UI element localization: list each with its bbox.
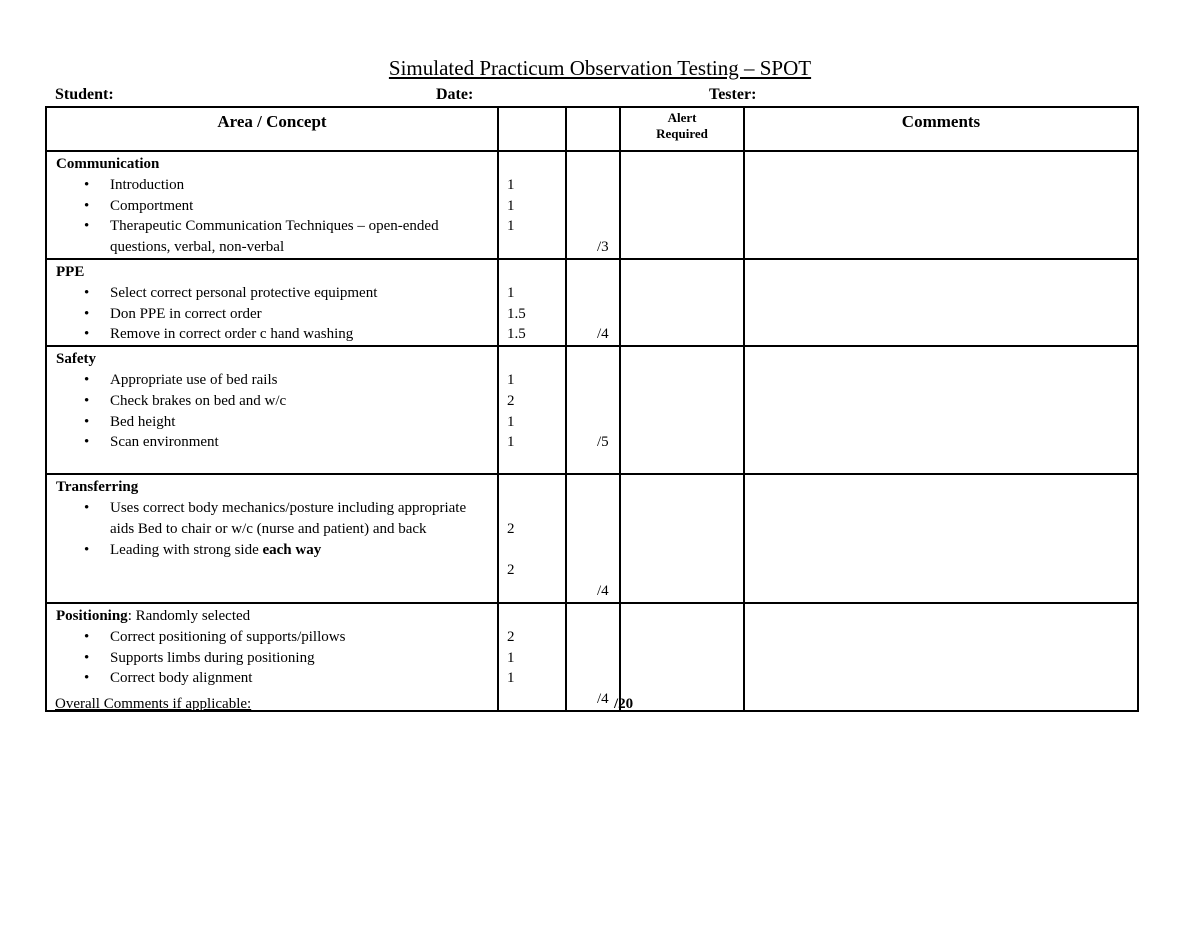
document-title: Simulated Practicum Observation Testing – SPOT (388, 56, 812, 80)
concept-cell (46, 603, 498, 711)
criterion-item: • Select correct personal protective equipment (56, 283, 491, 304)
section-total: /5 (597, 434, 609, 451)
spot-rubric-table (45, 106, 1139, 712)
total-cell (566, 151, 620, 259)
area-concept-header: Area / Concept (46, 107, 498, 151)
section-title: Transferring (56, 479, 139, 496)
criterion-item: • Correct positioning of supports/pillows (56, 627, 491, 648)
tester-label: Tester: (709, 86, 757, 103)
concept-cell (46, 151, 498, 259)
section-row-safety (46, 346, 1138, 474)
concept-cell (46, 474, 498, 603)
criterion-item: • Remove in correct order c hand washing (56, 324, 491, 345)
alert-label: Alert (667, 110, 697, 125)
point-value: 1 (507, 176, 515, 193)
criterion-item: • Therapeutic Communication Techniques – open-ended questions, verbal, non-verbal (56, 216, 491, 258)
point-value: 1 (507, 649, 515, 666)
points-cell (498, 603, 566, 711)
criterion-item: • Supports limbs during positioning (56, 648, 491, 669)
section-total: /4 (597, 583, 609, 600)
section-total: /4 (597, 326, 609, 343)
point-value: 2 (507, 520, 515, 537)
criterion-emphasis: each way (262, 541, 322, 558)
total-cell (566, 259, 620, 346)
criterion-item: • Uses correct body mechanics/posture including appropriate aids Bed to chair or w/c (nurse and patient) and back (56, 498, 491, 540)
student-label: Student: (55, 86, 114, 103)
comments-cell[interactable] (744, 259, 1138, 346)
alert-cell[interactable] (620, 151, 744, 259)
section-total: /4 (597, 691, 609, 708)
criteria-list (56, 175, 491, 258)
criterion-item: • Check brakes on bed and w/c (56, 391, 491, 412)
section-title: Safety (56, 351, 96, 368)
criterion-item: • Introduction (56, 175, 491, 196)
criterion-item: • Don PPE in correct order (56, 304, 491, 325)
criterion-item: • Comportment (56, 196, 491, 217)
comments-cell[interactable] (744, 474, 1138, 603)
point-value: 2 (507, 392, 515, 409)
points-cell (498, 346, 566, 474)
point-value: 2 (507, 562, 515, 579)
criterion-item: • Correct body alignment (56, 668, 491, 689)
overall-comments-label: Overall Comments if applicable: (55, 696, 252, 712)
point-value: 1 (507, 284, 515, 301)
comments-header: Comments (744, 107, 1138, 151)
point-value: 2 (507, 628, 515, 645)
required-label: Required (656, 126, 708, 141)
criterion-item: • Appropriate use of bed rails (56, 370, 491, 391)
table-header-row (46, 107, 1138, 151)
alert-cell[interactable] (620, 346, 744, 474)
section-row-communication (46, 151, 1138, 259)
date-label: Date: (436, 86, 474, 103)
section-subtitle: : Randomly selected (127, 607, 251, 624)
section-title: Communication (56, 156, 160, 172)
comments-cell[interactable] (744, 603, 1138, 711)
points-cell (498, 259, 566, 346)
alert-cell[interactable] (620, 474, 744, 603)
section-title: PPE (56, 263, 85, 280)
section-heading (56, 606, 491, 627)
total-cell (566, 603, 620, 711)
section-title: Positioning (56, 607, 128, 624)
points-cell (498, 474, 566, 603)
criteria-list (56, 370, 491, 453)
points-header (498, 107, 566, 151)
alert-required-header (620, 107, 744, 151)
criterion-item: • Scan environment (56, 432, 491, 453)
criterion-item: • Bed height (56, 412, 491, 433)
criteria-list (56, 627, 491, 689)
point-value: 1 (507, 434, 515, 451)
point-value: 1.5 (507, 326, 526, 343)
point-value: 1 (507, 218, 515, 235)
point-value: 1.5 (507, 305, 526, 322)
section-row-positioning (46, 603, 1138, 711)
alert-cell[interactable] (620, 603, 744, 711)
alert-cell[interactable] (620, 259, 744, 346)
point-value: 1 (507, 413, 515, 430)
points-cell (498, 151, 566, 259)
criteria-list (56, 498, 491, 560)
comments-cell[interactable] (744, 346, 1138, 474)
concept-cell (46, 259, 498, 346)
total-header (566, 107, 620, 151)
section-row-ppe (46, 259, 1138, 346)
comments-cell[interactable] (744, 151, 1138, 259)
section-total: /3 (597, 239, 609, 256)
point-value: 1 (507, 670, 515, 687)
total-cell (566, 346, 620, 474)
criterion-item (56, 540, 491, 561)
point-value: 1 (507, 197, 515, 214)
section-row-transferring (46, 474, 1138, 603)
grand-total: /20 (614, 696, 634, 712)
criterion-text: Leading with strong side (110, 541, 259, 558)
concept-cell (46, 346, 498, 474)
criteria-list (56, 283, 491, 345)
total-cell (566, 474, 620, 603)
point-value: 1 (507, 371, 515, 388)
